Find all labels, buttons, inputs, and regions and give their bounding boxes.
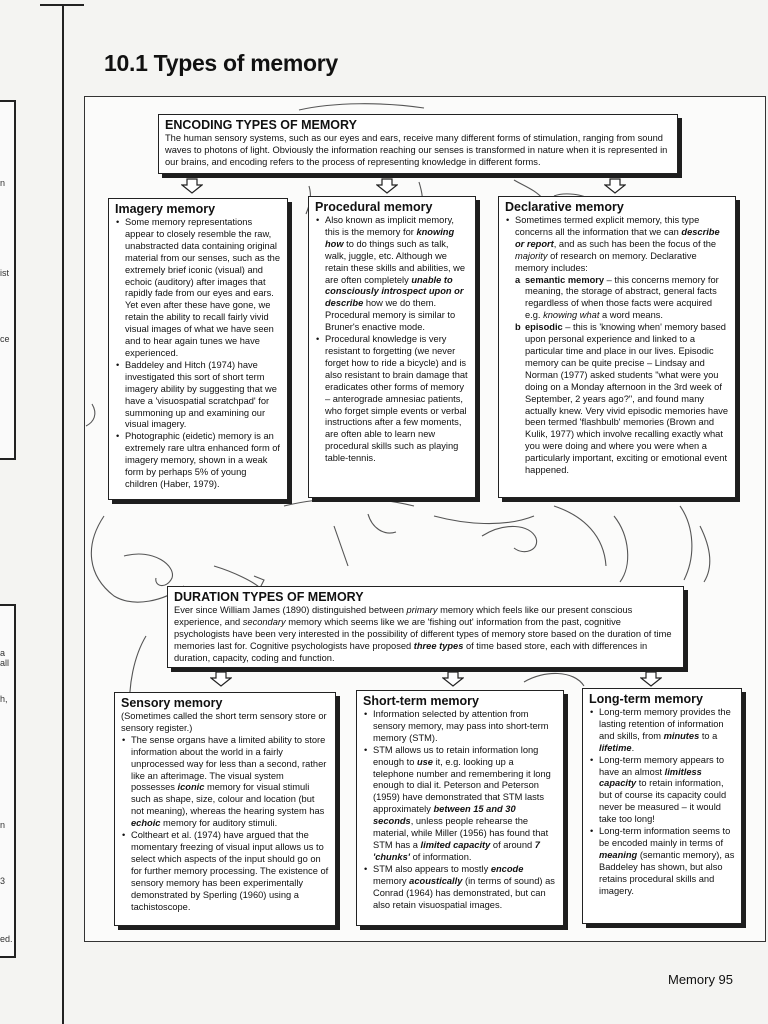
short-term-heading: Short-term memory <box>363 694 479 708</box>
list-item: • Photographic (eidetic) memory is an extremely rare ultra enhanced form of imagery memory, shown in a weak form by perhaps 5% of young children (Haber, 1979). <box>125 431 281 491</box>
sensory-memory-box <box>114 692 336 926</box>
encoding-text: The human sensory systems, such as our eyes and ears, receive many different forms of stimulation, ranging from sound waves to photons of light. Obviously the information reaching our senses is transformed in nature when it is represented in our brains, and encoding refers to the process of representing knowledge in different forms. <box>165 133 668 167</box>
sensory-list <box>121 735 329 914</box>
list-item: • Also known as implicit memory, this is the memory for knowing how to do things such as talk, walk, juggle, etc. Although we retain these skills and abilities, we are often completely unable to consciously introspect upon or describe how we do them. Procedural memory is similar to Bruner's enactive mode. <box>325 215 469 334</box>
imagery-memory-box <box>108 198 288 500</box>
short-term-memory-box <box>356 690 564 926</box>
list-item: • Long-term memory provides the lasting retention of information and skills, from minutes to a lifetime. <box>599 707 735 755</box>
down-arrow-icon <box>181 178 203 194</box>
long-term-memory-box <box>582 688 742 924</box>
list-item: • Baddeley and Hitch (1974) have investigated this sort of short term imagery ability by suggesting that we have a 'visuospatial scratchpad' for summoning up and examining our visual imagery. <box>125 360 281 431</box>
duration-heading: DURATION TYPES OF MEMORY <box>174 590 364 604</box>
margin-fragment: all <box>0 658 10 668</box>
list-item: • The sense organs have a limited ability to store information about the world in a fairly unprocessed way for less than a second, rather like an afterimage. The visual system possesses iconic memory for visual stimuli such as shape, size, colour and location (but not meaning), whereas the hearing system has echoic memory for auditory stimuli. <box>131 735 329 830</box>
down-arrow-icon <box>640 671 662 687</box>
margin-fragment: n <box>0 820 6 830</box>
down-arrow-icon <box>604 178 626 194</box>
long-term-heading: Long-term memory <box>589 692 703 706</box>
duration-text: Ever since William James (1890) distinguished between primary memory which feels like our present conscious experience, and secondary memory which seems like we are 'fishing out' information from the past, cognitive psychologists have been very interested in the possibility of different types of memory store based on the duration of time memories last for. Cognitive psychologists have proposed three types of time based store, each with differences in duration, capacity, coding and function. <box>174 605 672 663</box>
declarative-memory-box <box>498 196 736 498</box>
margin-fragment: ce <box>0 334 10 344</box>
duration-types-box <box>167 586 684 668</box>
encoding-types-box <box>158 114 678 174</box>
procedural-memory-box <box>308 196 476 498</box>
down-arrow-icon <box>376 178 398 194</box>
margin-fragment: ist <box>0 268 9 278</box>
margin-fragment: h, <box>0 694 8 704</box>
previous-page-edge-upper <box>0 100 16 460</box>
procedural-list <box>315 215 469 465</box>
list-item: • Long-term information seems to be encoded mainly in terms of meaning (semantic memory), as Baddeley has shown, but also retains procedural skills and imagery. <box>599 826 735 897</box>
episodic-memory-item: b episodic – this is 'knowing when' memory based upon personal experience and linked to a particular time and place in our lives. Episodic memory can be quite precise – Lindsay and Norman (1977) asked students "what were you doing on a Monday afternoon in the 3rd week of September, 2 years ago?", and found many actually knew. Very vivid episodic memories have been termed 'flashbulb' memories (Brown and Kulik, 1977) which involve recalling exactly what you were doing and where you were when a particularly important, exciting or emotional event happened. <box>515 322 729 476</box>
procedural-heading: Procedural memory <box>315 200 433 214</box>
margin-fragment: a <box>0 648 6 658</box>
page-title: 10.1 Types of memory <box>104 50 338 76</box>
sensory-heading: Sensory memory <box>121 696 223 710</box>
page-footer: Memory 95 <box>668 972 734 987</box>
imagery-heading: Imagery memory <box>115 202 216 216</box>
encoding-heading: ENCODING TYPES OF MEMORY <box>165 118 357 132</box>
list-item: • STM allows us to retain information long enough to use it, e.g. looking up a telephone number and remembering it long enough to dial it. Peterson and Peterson (1959) have demonstrated that STM lasts approximately between 15 and 30 seconds, unless people rehearse the material, while Miller (1956) has found that STM has a limited capacity of around 7 'chunks' of information. <box>373 745 557 864</box>
list-item: • STM also appears to mostly encode memory acoustically (in terms of sound) as Conrad (1964) has demonstrated, but can also retain visuospatial images. <box>373 864 557 912</box>
short-term-list <box>363 709 557 911</box>
margin-fragment: n <box>0 178 6 188</box>
list-item: • Long-term memory appears to have an almost limitless capacity to retain information, but of course its capacity could never be measured – it would take too long! <box>599 755 735 826</box>
down-arrow-icon <box>442 671 464 687</box>
long-term-list <box>589 707 735 898</box>
declarative-list <box>505 215 729 275</box>
margin-fragment: 3 <box>0 876 6 886</box>
list-item: • Some memory representations appear to closely resemble the raw, unabstracted data containing original material from our senses, such as the extremely brief iconic (visual) and echoic (auditory) after images that rapidly fade from our eyes and ears. Yet even after these have gone, we retain the ability to recall fairly vivid visual images of what we have seen and to hear again tunes we have experienced. <box>125 217 281 360</box>
page-binding-line <box>62 6 64 1024</box>
declarative-heading: Declarative memory <box>505 200 624 214</box>
list-item: • Procedural knowledge is very resistant to forgetting (we never forget how to ride a bicycle) and is also resistant to brain damage that eradicates other forms of memory – anterograde amnesiac patients, who forget simple events or verbal instructions after a few moments, are often able to learn new procedural skills such as playing table-tennis. <box>325 334 469 465</box>
margin-fragment: ed. <box>0 934 13 944</box>
down-arrow-icon <box>210 671 232 687</box>
sensory-intro: (Sometimes called the short term sensory store or sensory register.) <box>121 711 327 733</box>
list-item: • Sometimes termed explicit memory, this type concerns all the information that we can describe or report, and as such has been the focus of the majority of research on memory. Declarative memory includes: <box>515 215 729 275</box>
list-item: • Information selected by attention from sensory memory, may pass into short-term memory (STM). <box>373 709 557 745</box>
list-item: • Coltheart et al. (1974) have argued that the momentary freezing of visual input allows us to select which aspects of the input should go on for further memory processing. The existence of sensory memory has been experimentally demonstrated by Sperling (1960) using a tachistoscope. <box>131 830 329 913</box>
semantic-memory-item: a semantic memory – this concerns memory for meaning, the storage of abstract, general facts regardless of when those facts were acquired e.g. knowing what a word means. <box>515 274 719 321</box>
imagery-list <box>115 217 281 491</box>
